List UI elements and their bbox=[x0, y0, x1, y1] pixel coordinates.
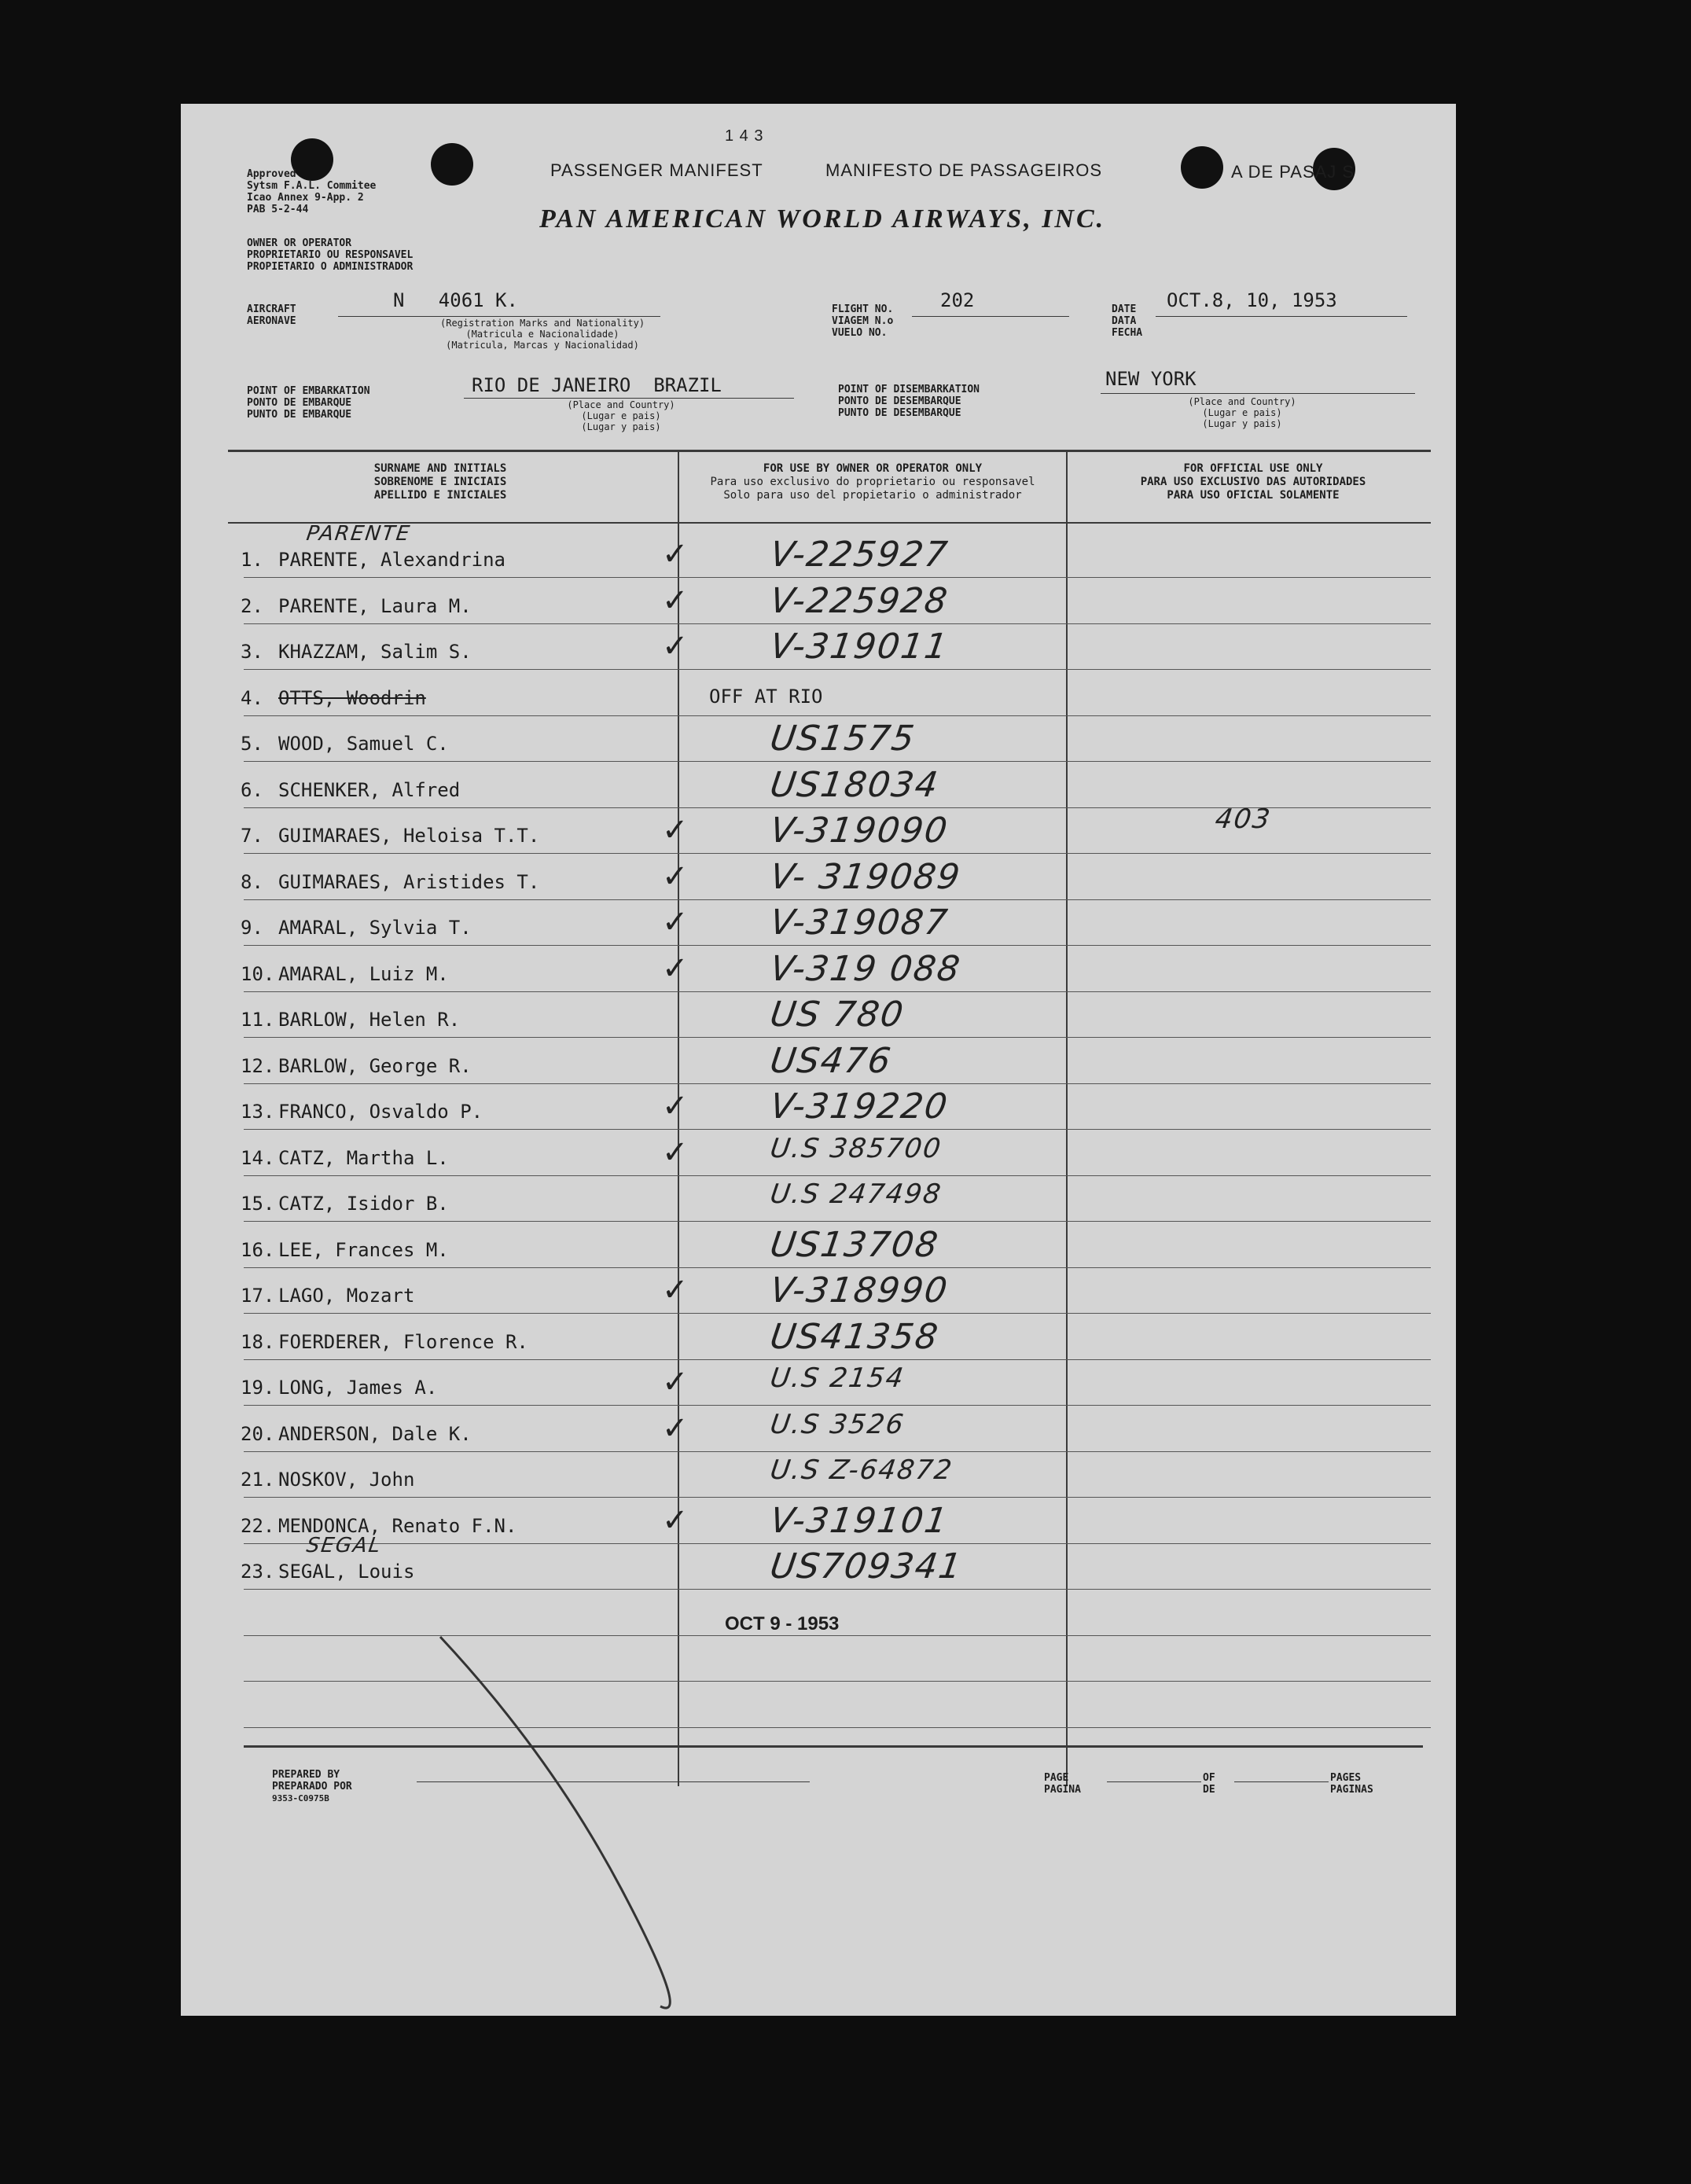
date-label-line: DATA bbox=[1112, 315, 1137, 327]
page-label bbox=[1044, 1772, 1081, 1796]
passenger-name: FOERDERER, Florence R. bbox=[278, 1330, 528, 1353]
of-label bbox=[1203, 1772, 1215, 1796]
embarkation-label-line: PUNTO DE EMBARQUE bbox=[247, 409, 352, 421]
document-number: US 780 bbox=[767, 995, 907, 1035]
document-number: OFF AT RIO bbox=[709, 685, 823, 708]
passenger-number: 5. bbox=[241, 733, 263, 755]
column-header-line: Para uso exclusivo do proprietario ou responsavel bbox=[710, 476, 1035, 488]
passenger-number: 20. bbox=[241, 1422, 275, 1445]
passenger-number: 6. bbox=[241, 778, 263, 801]
embarkation-label-line: PONTO DE EMBARQUE bbox=[247, 397, 352, 409]
document-number: U.S 2154 bbox=[768, 1362, 907, 1394]
document-number: V-319 088 bbox=[767, 948, 964, 989]
of-label-line: DE bbox=[1203, 1784, 1215, 1796]
official-note: 403 bbox=[1213, 803, 1274, 835]
passenger-number: 14. bbox=[241, 1146, 275, 1169]
embarkation-label-line: POINT OF EMBARKATION bbox=[247, 385, 370, 397]
document-number: U.S Z-64872 bbox=[768, 1454, 955, 1486]
document-number: US476 bbox=[767, 1040, 895, 1081]
prepared-by-label bbox=[272, 1769, 352, 1804]
passenger-number: 19. bbox=[241, 1377, 275, 1399]
passenger-name: FRANCO, Osvaldo P. bbox=[278, 1101, 483, 1123]
owner-line: OWNER OR OPERATOR bbox=[247, 237, 352, 249]
disembarkation-value: NEW YORK bbox=[1105, 368, 1197, 390]
passenger-number: 22. bbox=[241, 1514, 275, 1537]
document-number: V- 319089 bbox=[767, 856, 964, 897]
passenger-name: CATZ, Isidor B. bbox=[278, 1193, 449, 1215]
title-portuguese: MANIFESTO DE PASSAGEIROS bbox=[825, 160, 1103, 180]
passenger-number: 11. bbox=[241, 1009, 275, 1031]
document-number: US709341 bbox=[767, 1546, 965, 1587]
page-label-line: PAGE bbox=[1044, 1772, 1069, 1784]
of-label-line: OF bbox=[1203, 1772, 1215, 1784]
passenger-number: 13. bbox=[241, 1101, 275, 1123]
passenger-name: OTTS, Woodrin bbox=[278, 686, 426, 709]
passenger-name: SCHENKER, Alfred bbox=[278, 778, 461, 801]
date-value: OCT.8, 10, 1953 bbox=[1167, 289, 1337, 311]
embarkation-sublabel-line: (Lugar y pais) bbox=[581, 421, 661, 432]
document-number: US41358 bbox=[767, 1316, 942, 1357]
column-header-line: SOBRENOME E INICIAIS bbox=[373, 476, 507, 488]
passenger-name: GUIMARAES, Heloisa T.T. bbox=[278, 825, 540, 847]
passenger-number: 7. bbox=[241, 825, 263, 847]
check-mark: ✓ bbox=[662, 582, 689, 619]
check-mark: ✓ bbox=[662, 858, 689, 895]
column-header-line: FOR OFFICIAL USE ONLY bbox=[1183, 462, 1323, 475]
owner-line: PROPRIETARIO OU RESPONSAVEL bbox=[247, 249, 414, 261]
prepared-line: PREPARED BY bbox=[272, 1769, 340, 1781]
passenger-number: 8. bbox=[241, 870, 263, 893]
passenger-number: 4. bbox=[241, 686, 263, 709]
passenger-number: 12. bbox=[241, 1054, 275, 1077]
passenger-number: 10. bbox=[241, 962, 275, 985]
document-number: US13708 bbox=[767, 1224, 942, 1265]
date-label-line: DATE bbox=[1112, 303, 1137, 315]
passenger-name: PARENTE, Laura M. bbox=[278, 594, 472, 617]
page-label-line: PAGINA bbox=[1044, 1784, 1081, 1796]
passenger-name: LEE, Frances M. bbox=[278, 1238, 449, 1261]
passenger-name: GUIMARAES, Aristides T. bbox=[278, 870, 540, 893]
check-mark: ✓ bbox=[662, 1272, 689, 1308]
of-rule bbox=[1234, 1781, 1329, 1782]
title-english: PASSENGER MANIFEST bbox=[550, 160, 763, 180]
pages-label-line: PAGES bbox=[1330, 1772, 1362, 1784]
document-number: V-319220 bbox=[767, 1086, 951, 1127]
aircraft-label-en: AIRCRAFT bbox=[247, 303, 296, 315]
passenger-name: AMARAL, Luiz M. bbox=[278, 962, 449, 985]
date-label-line: FECHA bbox=[1112, 327, 1143, 339]
column-header-line: PARA USO EXCLUSIVO DAS AUTORIDADES bbox=[1140, 476, 1366, 488]
aircraft-sublabel-line: (Matricula, Marcas y Nacionalidad) bbox=[446, 340, 639, 351]
flight-label-line: VIAGEM N.o bbox=[832, 315, 894, 327]
passenger-number: 17. bbox=[241, 1285, 275, 1307]
passenger-name: NOSKOV, John bbox=[278, 1469, 415, 1491]
manifest-sheet bbox=[181, 104, 1456, 2016]
passenger-number: 1. bbox=[241, 549, 263, 571]
passenger-name: PARENTE, Alexandrina bbox=[278, 549, 505, 571]
passenger-number: 21. bbox=[241, 1469, 275, 1491]
passenger-name: BARLOW, Helen R. bbox=[278, 1009, 461, 1031]
document-number: U.S 247498 bbox=[768, 1178, 944, 1210]
check-mark: ✓ bbox=[662, 1502, 689, 1539]
document-number: V-319011 bbox=[767, 627, 951, 667]
disembarkation-label-line: POINT OF DISEMBARKATION bbox=[838, 384, 980, 395]
pages-label-line: PAGINAS bbox=[1330, 1784, 1373, 1796]
passenger-name: LAGO, Mozart bbox=[278, 1285, 415, 1307]
passenger-number: 3. bbox=[241, 641, 263, 663]
embarkation-sublabel-line: (Lugar e pais) bbox=[581, 410, 661, 421]
passenger-name: WOOD, Samuel C. bbox=[278, 733, 449, 755]
company-name: PAN AMERICAN WORLD AIRWAYS, INC. bbox=[539, 204, 1106, 233]
document-number: U.S 3526 bbox=[768, 1408, 907, 1440]
passenger-name: SEGAL, Louis bbox=[278, 1561, 415, 1583]
prepared-line-rule bbox=[417, 1781, 810, 1782]
page-rule bbox=[1107, 1781, 1201, 1782]
passenger-name: KHAZZAM, Salim S. bbox=[278, 641, 472, 663]
pencil-stroke bbox=[181, 104, 1456, 2016]
embarkation-value: RIO DE JANEIRO BRAZIL bbox=[472, 374, 722, 396]
document-number: V-318990 bbox=[767, 1270, 951, 1311]
passenger-number: 2. bbox=[241, 594, 263, 617]
document-number: US1575 bbox=[767, 719, 918, 759]
approval-line: Icao Annex 9-App. 2 bbox=[247, 192, 364, 204]
form-number: 9353-C0975B bbox=[272, 1793, 329, 1803]
column-header-line: PARA USO OFICIAL SOLAMENTE bbox=[1167, 489, 1340, 502]
check-mark: ✓ bbox=[662, 904, 689, 940]
document-number: V-225928 bbox=[767, 580, 951, 621]
approval-line: PAB 5-2-44 bbox=[247, 204, 309, 215]
aircraft-label-pt: AERONAVE bbox=[247, 315, 296, 327]
passenger-name: LONG, James A. bbox=[278, 1377, 438, 1399]
check-mark: ✓ bbox=[662, 1364, 689, 1400]
check-mark: ✓ bbox=[662, 1134, 689, 1171]
passenger-name-annotation: SEGAL bbox=[304, 1534, 384, 1557]
passenger-number: 9. bbox=[241, 917, 263, 939]
passenger-name: ANDERSON, Dale K. bbox=[278, 1422, 472, 1445]
document-number: V-319090 bbox=[767, 811, 951, 851]
pages-label bbox=[1330, 1772, 1373, 1796]
column-header-line: Solo para uso del propietario o administrador bbox=[723, 489, 1022, 502]
document-number: V-319101 bbox=[767, 1500, 951, 1541]
passenger-number: 16. bbox=[241, 1238, 275, 1261]
top-mark: 1 4 3 bbox=[725, 127, 764, 145]
document-number: V-225927 bbox=[767, 535, 951, 575]
disembarkation-sublabel-line: (Lugar e pais) bbox=[1202, 407, 1282, 418]
date-stamp: OCT 9 - 1953 bbox=[725, 1613, 840, 1634]
column-header-line: FOR USE BY OWNER OR OPERATOR ONLY bbox=[763, 462, 983, 475]
passenger-name: BARLOW, George R. bbox=[278, 1054, 472, 1077]
passenger-name: CATZ, Martha L. bbox=[278, 1146, 449, 1169]
check-mark: ✓ bbox=[662, 950, 689, 987]
passenger-number: 23. bbox=[241, 1561, 275, 1583]
check-mark: ✓ bbox=[662, 536, 689, 572]
flight-label-line: VUELO NO. bbox=[832, 327, 888, 339]
disembarkation-sublabel-line: (Place and Country) bbox=[1188, 396, 1296, 407]
title-spanish: A DE PASAJ S bbox=[1231, 162, 1355, 182]
disembarkation-label-line: PUNTO DE DESEMBARQUE bbox=[838, 407, 961, 419]
check-mark: ✓ bbox=[662, 812, 689, 848]
flight-value: 202 bbox=[940, 289, 975, 311]
document-number: V-319087 bbox=[767, 903, 951, 943]
prepared-line: PREPARADO POR bbox=[272, 1781, 352, 1792]
approval-line: Approved bbox=[247, 168, 296, 180]
aircraft-sublabel-line: (Matricula e Nacionalidade) bbox=[465, 329, 619, 340]
document-number: US18034 bbox=[767, 764, 942, 805]
embarkation-sublabel-line: (Place and Country) bbox=[567, 399, 675, 410]
passenger-number: 18. bbox=[241, 1330, 275, 1353]
check-mark: ✓ bbox=[662, 628, 689, 664]
approval-line: Sytsm F.A.L. Commitee bbox=[247, 180, 377, 192]
owner-line: PROPIETARIO O ADMINISTRADOR bbox=[247, 261, 414, 273]
column-header-line: SURNAME AND INITIALS bbox=[373, 462, 507, 475]
aircraft-sublabel-line: (Registration Marks and Nationality) bbox=[440, 318, 645, 329]
passenger-number: 15. bbox=[241, 1193, 275, 1215]
passenger-name-annotation: PARENTE bbox=[304, 522, 413, 546]
document-number: U.S 385700 bbox=[768, 1132, 944, 1164]
check-mark: ✓ bbox=[662, 1088, 689, 1124]
disembarkation-label-line: PONTO DE DESEMBARQUE bbox=[838, 395, 961, 407]
flight-label-line: FLIGHT NO. bbox=[832, 303, 894, 315]
disembarkation-sublabel-line: (Lugar y pais) bbox=[1202, 418, 1282, 429]
check-mark: ✓ bbox=[662, 1410, 689, 1447]
column-header-line: APELLIDO E INICIALES bbox=[373, 489, 507, 502]
aircraft-value: N 4061 K. bbox=[393, 289, 518, 311]
passenger-name: MENDONCA, Renato F.N. bbox=[278, 1514, 517, 1537]
passenger-name: AMARAL, Sylvia T. bbox=[278, 917, 472, 939]
